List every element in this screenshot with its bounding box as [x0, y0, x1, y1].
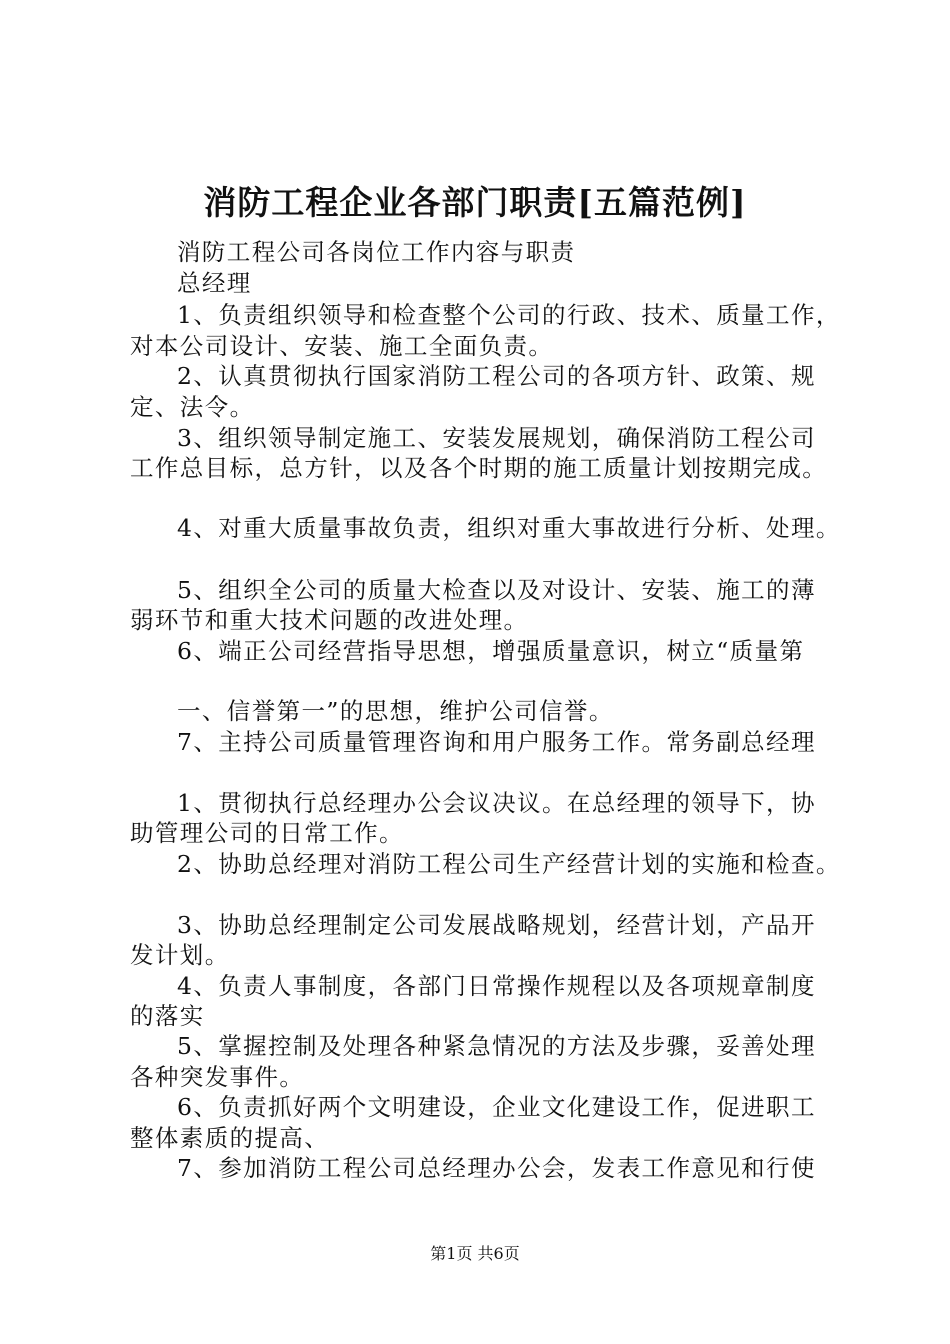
- paragraph-line: 工作总目标，总方针，以及各个时期的施工质量计划按期完成。: [130, 454, 828, 482]
- paragraph-line: 5、组织全公司的质量大检查以及对设计、安装、施工的薄: [177, 576, 816, 604]
- paragraph-line: 弱环节和重大技术问题的改进处理。: [130, 606, 529, 634]
- paragraph-line: 4、对重大质量事故负责，组织对重大事故进行分析、处理。: [177, 514, 841, 542]
- paragraph-line: 5、掌握控制及处理各种紧急情况的方法及步骤，妥善处理: [177, 1032, 816, 1060]
- document-title: 消防工程企业各部门职责[五篇范例]: [203, 183, 747, 222]
- paragraph-line: 6、负责抓好两个文明建设，企业文化建设工作，促进职工: [177, 1093, 816, 1121]
- paragraph-line: 1、负责组织领导和检查整个公司的行政、技术、质量工作，: [177, 301, 841, 329]
- paragraph-line: 整体素质的提高、: [130, 1124, 330, 1152]
- paragraph-line: 定、法令。: [130, 393, 255, 421]
- paragraph-line: 7、参加消防工程公司总经理办公会，发表工作意见和行使: [177, 1154, 816, 1182]
- paragraph-line: 1、贯彻执行总经理办公会议决议。在总经理的领导下，协: [177, 789, 816, 817]
- page-number-footer: 第1页 共6页: [430, 1244, 520, 1263]
- paragraph-line: 的落实: [130, 1002, 205, 1030]
- subtitle-line: 消防工程公司各岗位工作内容与职责: [177, 238, 576, 266]
- paragraph-line: 发计划。: [130, 941, 230, 969]
- paragraph-line: 各种突发事件。: [130, 1063, 305, 1091]
- paragraph-line: 4、负责人事制度，各部门日常操作规程以及各项规章制度: [177, 972, 816, 1000]
- paragraph-line: 3、协助总经理制定公司发展战略规划，经营计划，产品开: [177, 911, 816, 939]
- paragraph-line: 对本公司设计、安装、施工全面负责。: [130, 332, 554, 360]
- paragraph-line: 7、主持公司质量管理咨询和用户服务工作。常务副总经理: [177, 728, 816, 756]
- paragraph-line: 助管理公司的日常工作。: [130, 819, 404, 847]
- paragraph-line: 一、信誉第一”的思想，维护公司信誉。: [177, 697, 614, 725]
- paragraph-line: 2、协助总经理对消防工程公司生产经营计划的实施和检查。: [177, 850, 841, 878]
- paragraph-line: 2、认真贯彻执行国家消防工程公司的各项方针、政策、规: [177, 362, 816, 390]
- paragraph-line: 3、组织领导制定施工、安装发展规划，确保消防工程公司: [177, 424, 816, 452]
- paragraph-line: 6、端正公司经营指导思想，增强质量意识，树立“质量第: [177, 637, 805, 665]
- section-heading-general-manager: 总经理: [177, 269, 252, 297]
